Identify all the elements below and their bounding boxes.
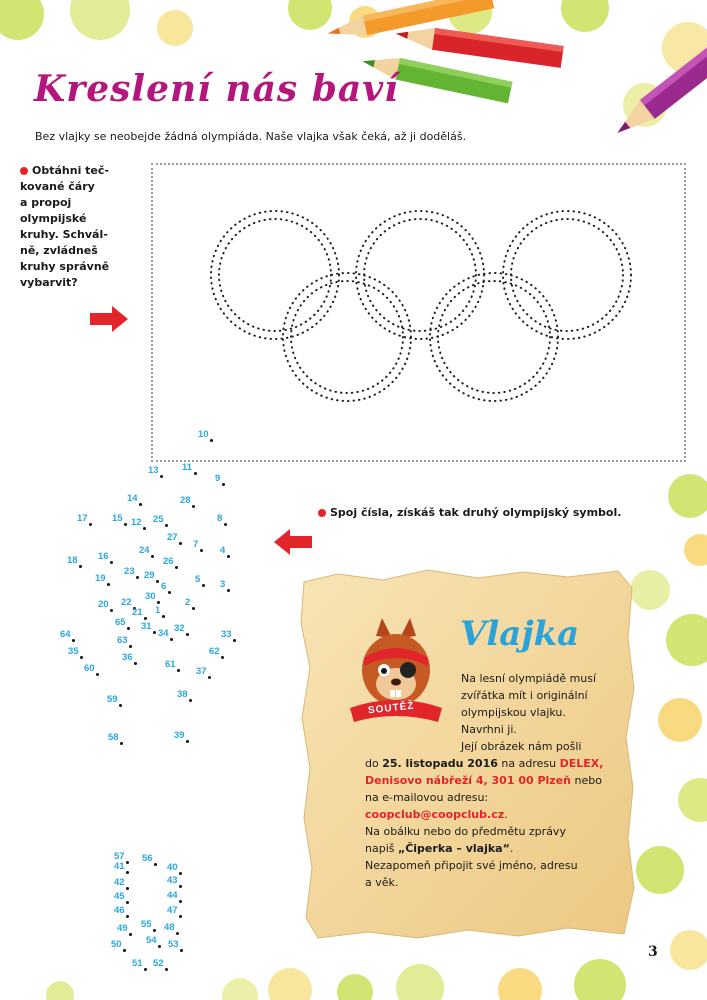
dot-point [143, 527, 146, 530]
vlajka-subject: Na obálku nebo do předmětu zprávy [365, 825, 566, 838]
dot-point [80, 656, 83, 659]
dot-number: 56 [142, 853, 153, 864]
dot-point [186, 740, 189, 743]
dot-point [156, 580, 159, 583]
dot-point [144, 968, 147, 971]
dot-number: 45 [114, 891, 125, 902]
dot-number: 63 [117, 635, 128, 646]
dot-point [179, 542, 182, 545]
instruction-line: kované čáry [20, 180, 95, 193]
dot-point [134, 662, 137, 665]
page-number: 3 [648, 944, 658, 960]
dot-number: 40 [167, 862, 178, 873]
company-name: DELEX, [559, 757, 604, 770]
deadline-prefix: do [365, 757, 383, 770]
dot-number: 65 [115, 617, 126, 628]
dot-number: 30 [145, 591, 156, 602]
dot-point [179, 885, 182, 888]
dot-point [192, 505, 195, 508]
dot-point [208, 676, 211, 679]
dot-number: 62 [209, 646, 220, 657]
dot-point [165, 968, 168, 971]
vlajka-closing: Nezapomeň připojit své jméno, adresu [365, 859, 578, 872]
dot-point [126, 871, 129, 874]
dot-number: 31 [141, 621, 152, 632]
vlajka-title: Vlajka [460, 614, 580, 654]
subject-value: „Čiperka – vlajka“ [397, 842, 510, 855]
dot-point [151, 555, 154, 558]
dot-point [176, 932, 179, 935]
connect-the-dots [0, 0, 260, 1000]
dot-point [153, 631, 156, 634]
instruction-text: Spoj čísla, získáš tak druhý olympijský symbol. [330, 506, 622, 519]
vlajka-subject-value [365, 840, 627, 857]
bullet-icon [318, 509, 326, 517]
instruction-line: vybarvit? [20, 276, 78, 289]
dot-number: 11 [182, 462, 193, 473]
dot-point [194, 472, 197, 475]
dot-point [160, 475, 163, 478]
dot-number: 2 [185, 597, 191, 608]
dot-number: 4 [220, 545, 226, 556]
dot-number: 21 [132, 607, 143, 618]
dot-number: 32 [174, 623, 185, 634]
dot-point [175, 566, 178, 569]
instruction-line: Obtáhni teč- [32, 164, 109, 177]
dot-point [153, 929, 156, 932]
vlajka-deadline [365, 755, 627, 772]
dot-point [192, 607, 195, 610]
instruction-line: kruhy. Schvál- [20, 228, 108, 241]
dot-point [227, 555, 230, 558]
dot-point [177, 669, 180, 672]
dot-point [180, 949, 183, 952]
dot-point [89, 523, 92, 526]
dot-number: 51 [132, 958, 143, 969]
dot-number: 61 [165, 659, 176, 670]
dot-number: 55 [141, 919, 152, 930]
dot-point [139, 503, 142, 506]
instruction-line: kruhy správně [20, 260, 110, 273]
deadline-mid: na adresu [497, 757, 560, 770]
dot-point [110, 609, 113, 612]
dot-number: 60 [84, 663, 95, 674]
dot-point [210, 439, 213, 442]
dot-point [202, 584, 205, 587]
dot-number: 44 [167, 890, 178, 901]
dot-number: 27 [167, 532, 178, 543]
dot-number: 38 [177, 689, 188, 700]
dot-point [189, 699, 192, 702]
dot-point [110, 561, 113, 564]
instruction-line: ně, zvládneš [20, 244, 98, 257]
olympic-rings-dotted [205, 205, 645, 415]
dot-number: 36 [122, 652, 133, 663]
dot-number: 20 [98, 599, 109, 610]
dot-point [170, 638, 173, 641]
dot-number: 54 [146, 935, 157, 946]
dot-point [165, 524, 168, 527]
dot-point [179, 915, 182, 918]
dot-point [144, 617, 147, 620]
dot-point [227, 589, 230, 592]
subject-prefix: napiš [365, 842, 398, 855]
deadline-date: 25. listopadu 2016 [382, 757, 498, 770]
vlajka-text-block [365, 670, 627, 891]
dot-number: 13 [148, 465, 159, 476]
instruction-dots [318, 506, 621, 519]
dot-number: 28 [180, 495, 191, 506]
postal-address: Denisovo nábřeží 4, 301 00 Plzeň [365, 774, 571, 787]
dot-point [162, 615, 165, 618]
dot-number: 50 [111, 939, 122, 950]
dot-number: 46 [114, 905, 125, 916]
vlajka-address [365, 772, 627, 789]
dot-point [124, 523, 127, 526]
dot-point [126, 861, 129, 864]
vlajka-line: zvířátka mít i originální [461, 689, 588, 702]
dot-point [127, 627, 130, 630]
vlajka-line: Její obrázek nám pošli [461, 740, 582, 753]
dot-number: 22 [121, 597, 132, 608]
dot-number: 18 [67, 555, 78, 566]
dot-point [96, 673, 99, 676]
dot-number: 37 [196, 666, 207, 677]
dot-point [129, 933, 132, 936]
dot-point [120, 742, 123, 745]
dot-number: 48 [164, 922, 175, 933]
dot-point [129, 645, 132, 648]
dot-number: 34 [158, 628, 169, 639]
dot-point [154, 863, 157, 866]
dot-number: 17 [77, 513, 88, 524]
dot-number: 64 [60, 629, 71, 640]
intro-text: Bez vlajky se neobejde žádná olympiáda. Naše vlajka však čeká, až ji doděláš. [35, 130, 467, 143]
dot-point [126, 915, 129, 918]
arrow-left-icon [272, 529, 312, 555]
dot-number: 29 [144, 570, 155, 581]
dot-point [179, 900, 182, 903]
dot-number: 49 [117, 923, 128, 934]
dot-point [168, 591, 171, 594]
dot-number: 41 [114, 861, 125, 872]
email-suffix: . [504, 808, 508, 821]
dot-number: 58 [108, 732, 119, 743]
dot-number: 12 [131, 517, 142, 528]
subject-suffix: . [509, 842, 514, 855]
dot-number: 8 [217, 513, 223, 524]
dot-number: 25 [153, 514, 164, 525]
dot-number: 43 [167, 875, 178, 886]
dot-number: 26 [163, 556, 174, 567]
dot-point [233, 639, 236, 642]
dot-number: 42 [114, 877, 125, 888]
dot-number: 39 [174, 730, 185, 741]
dot-number: 3 [220, 579, 226, 590]
dot-number: 5 [195, 574, 201, 585]
vlajka-email [365, 806, 627, 823]
dot-point [126, 887, 129, 890]
dot-number: 19 [95, 573, 106, 584]
address-suffix: nebo [571, 774, 602, 787]
dot-number: 14 [127, 493, 138, 504]
dot-number: 1 [155, 605, 161, 616]
vlajka-line: olympijskou vlajku. [461, 706, 566, 719]
dot-point [221, 656, 224, 659]
dot-number: 33 [221, 629, 232, 640]
vlajka-email-intro: na e-mailovou adresu: [365, 791, 489, 804]
dot-point [222, 483, 225, 486]
dot-point [179, 872, 182, 875]
vlajka-closing: a věk. [365, 876, 399, 889]
page-title: Kreslení nás baví [34, 68, 399, 110]
vlajka-line: Navrhni ji. [461, 723, 517, 736]
dot-number: 9 [215, 473, 221, 484]
dot-number: 16 [98, 551, 109, 562]
dot-number: 57 [114, 851, 125, 862]
dot-point [119, 704, 122, 707]
dot-number: 23 [124, 566, 135, 577]
dot-number: 59 [107, 694, 118, 705]
dot-number: 15 [112, 513, 123, 524]
dot-number: 35 [68, 646, 79, 657]
dot-number: 53 [168, 939, 179, 950]
dot-point [224, 523, 227, 526]
email-address: coopclub@coopclub.cz [365, 808, 505, 821]
dot-point [79, 565, 82, 568]
instruction-line: olympijské [20, 212, 87, 225]
dot-number: 47 [167, 905, 178, 916]
dot-point [72, 639, 75, 642]
dot-number: 7 [193, 539, 199, 550]
dot-number: 10 [198, 429, 209, 440]
dot-point [136, 576, 139, 579]
dot-point [158, 945, 161, 948]
dot-point [126, 901, 129, 904]
dot-number: 6 [161, 581, 167, 592]
dot-point [200, 549, 203, 552]
dot-point [186, 633, 189, 636]
dot-number: 24 [139, 545, 150, 556]
instruction-line: a propoj [20, 196, 72, 209]
dot-point [123, 949, 126, 952]
dot-point [157, 601, 160, 604]
contest-badge: SOUTĚŽ [367, 700, 416, 717]
dot-number: 52 [153, 958, 164, 969]
vlajka-line: Na lesní olympiádě musí [461, 672, 597, 685]
dot-point [107, 583, 110, 586]
